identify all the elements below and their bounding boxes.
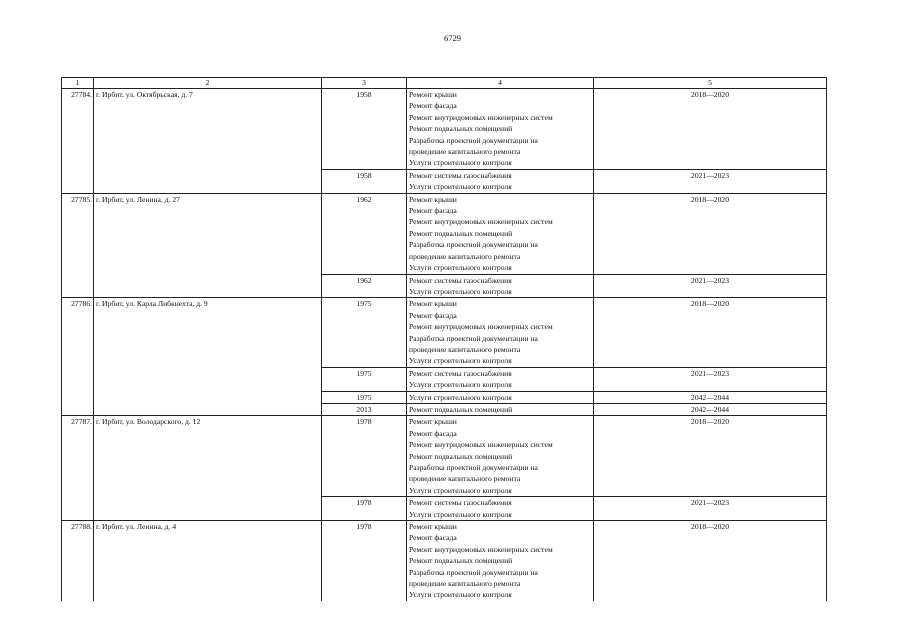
repair-period: 2018—2020	[594, 416, 827, 497]
work-item: Услуги строительного контроля	[409, 286, 512, 296]
work-item: Ремонт фасада	[409, 206, 457, 216]
repair-period: 2018—2020	[594, 193, 827, 274]
work-item: Ремонт системы газоснабжения	[409, 170, 512, 180]
table-row	[62, 298, 827, 367]
works-list	[407, 416, 594, 497]
repair-period: 2021—2023	[594, 274, 827, 298]
construction-year: 1975	[322, 367, 407, 391]
works-list	[407, 497, 594, 521]
table-row	[62, 521, 827, 601]
header-cell-2: 2	[94, 78, 322, 89]
construction-year: 1962	[322, 274, 407, 298]
work-item: Услуги строительного контроля	[409, 590, 512, 600]
building-number: 27784.	[62, 89, 94, 194]
work-item: Разработка проектной документации на	[409, 567, 538, 577]
building-address: г. Ирбит, ул. Ленина, д. 27	[94, 193, 322, 298]
work-item: Ремонт крыши	[409, 522, 457, 532]
repair-period: 2042—2044	[594, 391, 827, 403]
work-item: Ремонт внутридомовых инженерных систем	[409, 440, 553, 450]
works-list	[407, 89, 594, 170]
work-item: Ремонт крыши	[409, 417, 457, 427]
work-item: Ремонт внутридомовых инженерных систем	[409, 544, 553, 554]
works-list	[407, 298, 594, 367]
construction-year: 1978	[322, 521, 407, 601]
work-item: Услуги строительного контроля	[409, 509, 512, 519]
construction-year: 1978	[322, 416, 407, 497]
page-number: 6729	[444, 33, 461, 43]
work-item: проведение капитального ремонта	[409, 474, 521, 484]
work-item: Ремонт системы газоснабжения	[409, 275, 512, 285]
building-number: 27786.	[62, 298, 94, 416]
building-address: г. Ирбит, ул. Ленина, д. 4	[94, 521, 322, 601]
work-item: Услуги строительного контроля	[409, 380, 512, 390]
building-number: 27787.	[62, 416, 94, 521]
work-item: Услуги строительного контроля	[409, 158, 512, 168]
header-cell-4: 4	[407, 78, 594, 89]
work-item: Ремонт подвальных помещений	[409, 404, 513, 414]
work-item: Ремонт крыши	[409, 299, 457, 309]
repair-period: 2018—2020	[594, 89, 827, 170]
table-row	[62, 416, 827, 497]
work-item: проведение капитального ремонта	[409, 147, 521, 157]
construction-year: 1975	[322, 391, 407, 403]
work-item: Разработка проектной документации на	[409, 463, 538, 472]
building-address: г. Ирбит, ул. Володарского, д. 12	[94, 416, 322, 521]
work-item: Ремонт внутридомовых инженерных систем	[409, 112, 553, 122]
works-list	[407, 391, 594, 403]
work-item: Ремонт подвальных помещений	[409, 556, 513, 566]
work-item: Ремонт системы газоснабжения	[409, 498, 512, 508]
building-number: 27788.	[62, 521, 94, 601]
works-list	[407, 403, 594, 415]
construction-year: 1975	[322, 298, 407, 367]
repair-period: 2021—2023	[594, 367, 827, 391]
building-address: г. Ирбит, ул. Октябрьская, д. 7	[94, 89, 322, 194]
work-item: Разработка проектной документации на	[409, 240, 538, 250]
works-list	[407, 367, 594, 391]
table-row	[62, 193, 827, 274]
work-item: Ремонт фасада	[409, 101, 457, 111]
works-list	[407, 193, 594, 274]
repair-period: 2021—2023	[594, 497, 827, 521]
work-item: Ремонт крыши	[409, 90, 457, 99]
work-item: Услуги строительного контроля	[409, 182, 512, 192]
repair-period: 2042—2044	[594, 403, 827, 415]
work-item: Ремонт фасада	[409, 428, 457, 438]
header-cell-1: 1	[62, 78, 94, 89]
work-item: Разработка проектной документации на	[409, 135, 538, 145]
work-item: Услуги строительного контроля	[409, 356, 512, 366]
work-item: Ремонт крыши	[409, 194, 457, 204]
header-cell-3: 3	[322, 78, 407, 89]
construction-year: 1958	[322, 169, 407, 193]
table-header-row	[62, 78, 827, 89]
construction-year: 1978	[322, 497, 407, 521]
building-number: 27785.	[62, 193, 94, 298]
table-row	[62, 89, 827, 170]
repair-period: 2021—2023	[594, 169, 827, 193]
work-item: проведение капитального ремонта	[409, 251, 521, 261]
work-item: Услуги строительного контроля	[409, 392, 512, 402]
building-address: г. Ирбит, ул. Карла Либкнехта, д. 9	[94, 298, 322, 416]
work-item: Ремонт подвальных помещений	[409, 451, 513, 461]
construction-year: 2013	[322, 403, 407, 415]
works-list	[407, 274, 594, 298]
work-item: Услуги строительного контроля	[409, 485, 512, 495]
construction-year: 1958	[322, 89, 407, 170]
work-item: Ремонт подвальных помещений	[409, 124, 513, 134]
work-item: Ремонт фасада	[409, 310, 457, 320]
construction-year: 1962	[322, 193, 407, 274]
work-item: Ремонт внутридомовых инженерных систем	[409, 322, 553, 332]
header-cell-5: 5	[594, 78, 827, 89]
work-item: Ремонт внутридомовых инженерных систем	[409, 217, 553, 227]
repair-period: 2018—2020	[594, 298, 827, 367]
work-item: Услуги строительного контроля	[409, 263, 512, 273]
work-item: проведение капитального ремонта	[409, 579, 521, 589]
works-list	[407, 521, 594, 601]
repair-period: 2018—2020	[594, 521, 827, 601]
works-list	[407, 169, 594, 193]
work-item: Разработка проектной документации на	[409, 333, 538, 343]
work-item: Ремонт подвальных помещений	[409, 228, 513, 238]
repair-schedule-table	[61, 77, 827, 601]
work-item: проведение капитального ремонта	[409, 344, 521, 354]
work-item: Ремонт фасада	[409, 533, 457, 543]
work-item: Ремонт системы газоснабжения	[409, 368, 512, 378]
